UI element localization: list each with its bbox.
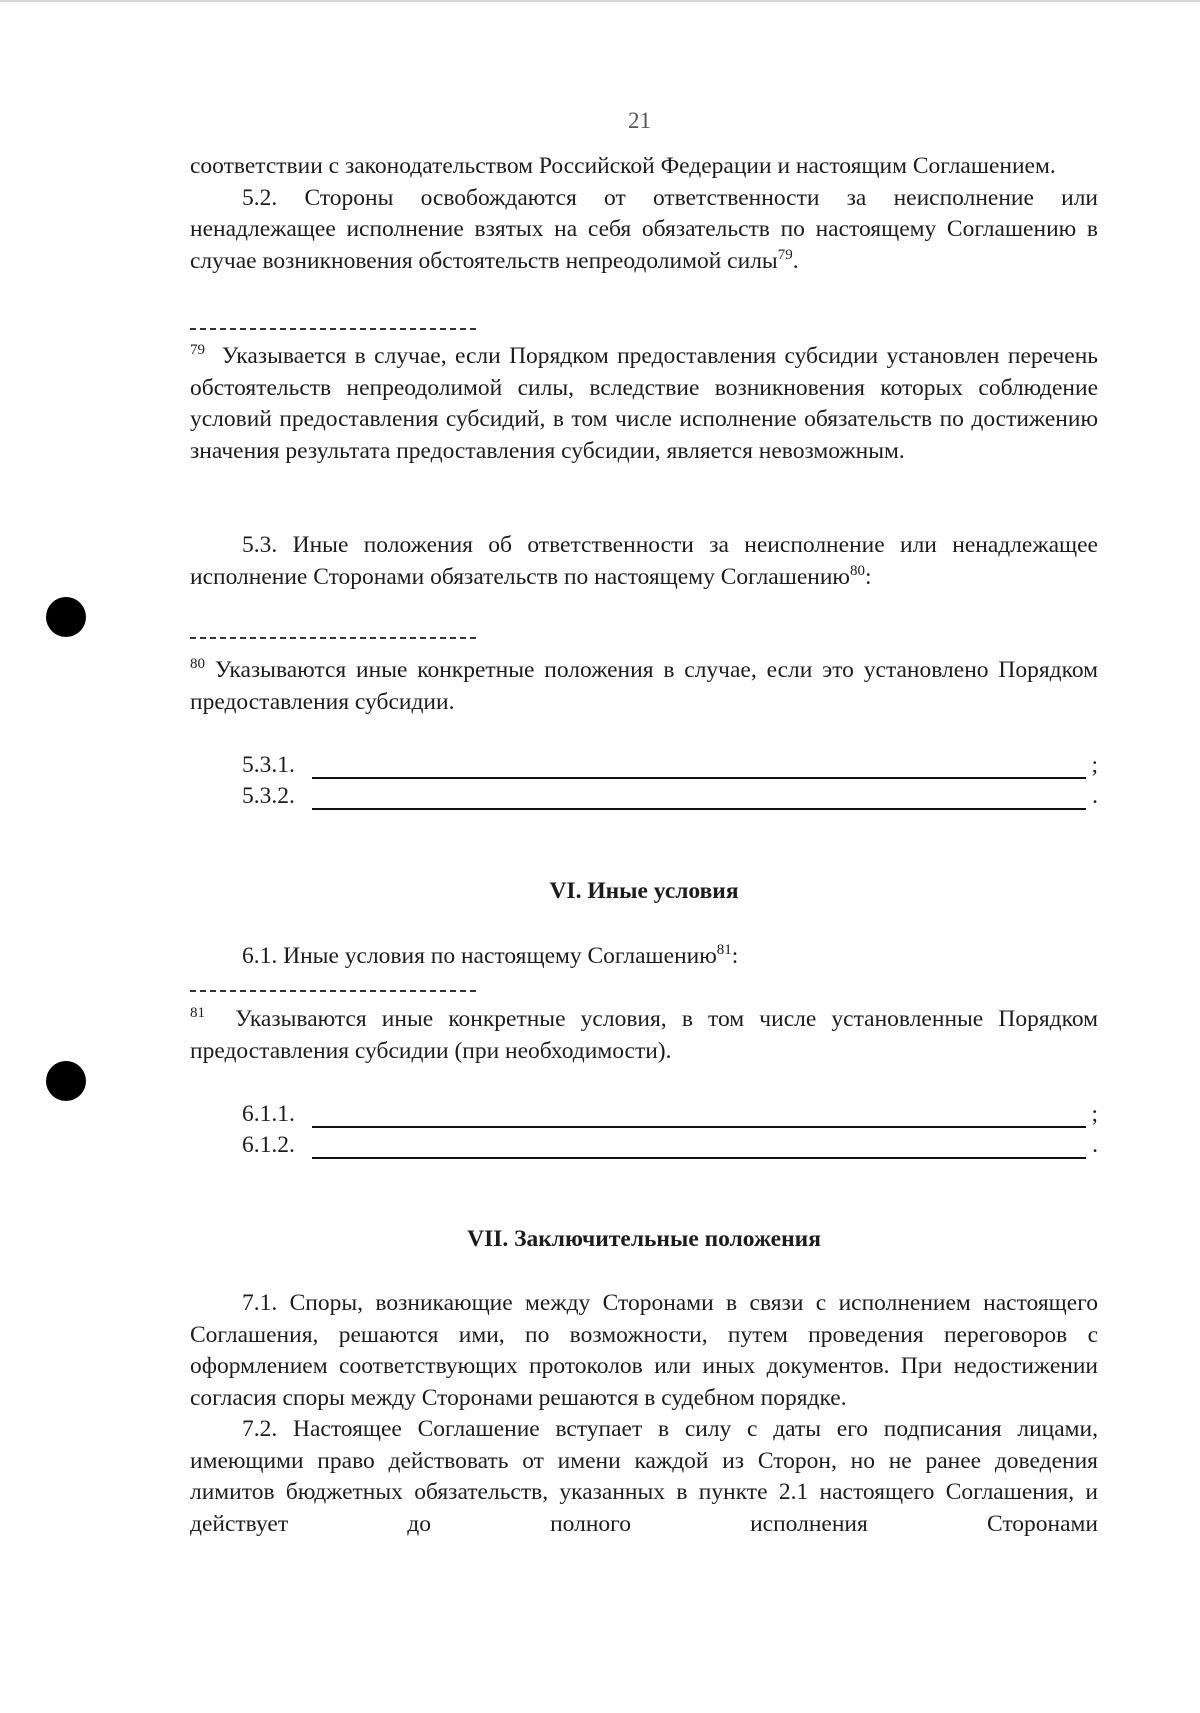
footnote-ref-79[interactable]: 79 bbox=[777, 246, 793, 263]
section-7-body bbox=[190, 1288, 1098, 1540]
paragraph-5-2: 5.2. Стороны освобождаются от ответственности за неисполнение или ненадлежащее исполнение взятых на себя обязательств по настоящему Соглашению в случае возникновения обстоятельств непреодолимой силы$^{79}$. bbox=[190, 184, 1098, 274]
section-6-heading-block bbox=[190, 876, 1098, 908]
section-heading: VII. Заключительные положения bbox=[467, 1226, 821, 1252]
page-number: 21 bbox=[628, 108, 651, 133]
footnote-ref-81[interactable]: 81 bbox=[716, 942, 732, 959]
scan-edge bbox=[0, 0, 1200, 2]
blank-line[interactable] bbox=[312, 1157, 1086, 1159]
section-heading: VI. Иные условия bbox=[549, 878, 739, 904]
blank-line[interactable] bbox=[312, 808, 1086, 810]
paragraph-7-1: 7.1. Споры, возникающие между Сторонами в связи с исполнением настоящего Соглашения, решаются ими, по возможности, путем проведения переговоров с оформлением соответствующих протоколов или иных документов. При недостижении согласия споры между Сторонами решаются в судебном порядке. bbox=[190, 1290, 1098, 1411]
paragraph-6-1: 6.1. Иные условия по настоящему Соглашению$^{81}$: bbox=[242, 942, 739, 969]
blank-line[interactable] bbox=[312, 1126, 1086, 1128]
footnote-80 bbox=[190, 655, 1098, 718]
punch-hole-top bbox=[46, 597, 86, 637]
footnote-mark-81: 81 bbox=[190, 1005, 205, 1022]
field-number: 6.1.2. bbox=[242, 1132, 295, 1158]
fill-field-6-1-2[interactable]: 6.1.2. . bbox=[242, 1132, 1098, 1158]
punch-hole-bottom bbox=[46, 1061, 86, 1101]
footnote-separator bbox=[190, 637, 476, 639]
paragraph-intro: соответствии с законодательством Российской Федерации и настоящим Соглашением. bbox=[190, 153, 1056, 179]
section-5-continuation bbox=[190, 151, 1098, 277]
footnote-separator bbox=[190, 328, 476, 330]
footnote-81-text: Указываются иные конкретные условия, в том числе установленные Порядком предоставления субсидии (при необходимости). bbox=[190, 1006, 1099, 1064]
fill-field-6-1-1[interactable]: 6.1.1. ; bbox=[242, 1101, 1098, 1127]
footnote-mark-80: 80 bbox=[190, 656, 205, 673]
blank-line[interactable] bbox=[312, 777, 1086, 779]
paragraph-6-1-block bbox=[190, 941, 1098, 973]
fill-field-5-3-1[interactable]: 5.3.1. ; bbox=[242, 752, 1098, 778]
footnote-ref-80[interactable]: 80 bbox=[849, 562, 865, 579]
paragraph-5-3: 5.3. Иные положения об ответственности за неисполнение или ненадлежащее исполнение Сторонами обязательств по настоящему Соглашению$^{80}$: bbox=[190, 532, 1098, 590]
field-number: 5.3.1. bbox=[242, 752, 295, 778]
footnote-separator bbox=[190, 990, 476, 992]
paragraph-5-3-block bbox=[190, 530, 1098, 593]
footnote-79-text: Указывается в случае, если Порядком предоставления субсидии установлен перечень обстоятельств непреодолимой силы, вследствие возникновения которых соблюдение условий предоставления субсидий, в том числе исполнение обязательств по достижению значения результата предоставления субсидии, является невозможным. bbox=[190, 343, 1099, 464]
footnote-81 bbox=[190, 1004, 1098, 1067]
field-number: 5.3.2. bbox=[242, 783, 295, 809]
footnote-79 bbox=[190, 341, 1098, 467]
footnote-80-text: Указываются иные конкретные положения в случае, если это установлено Порядком предоставления субсидии. bbox=[190, 657, 1098, 715]
footnote-mark-79: 79 bbox=[190, 342, 205, 359]
field-number: 6.1.1. bbox=[242, 1101, 295, 1127]
section-7-heading-block bbox=[190, 1224, 1098, 1256]
paragraph-7-2: 7.2. Настоящее Соглашение вступает в силу с даты его подписания лицами, имеющими право действовать от имени каждой из Сторон, но не ранее доведения лимитов бюджетных обязательств, указанных в пункте 2.1 настоящего Соглашения, и действует до полного исполнения Сторонами bbox=[190, 1416, 1098, 1537]
fill-field-5-3-2[interactable]: 5.3.2. . bbox=[242, 783, 1098, 809]
